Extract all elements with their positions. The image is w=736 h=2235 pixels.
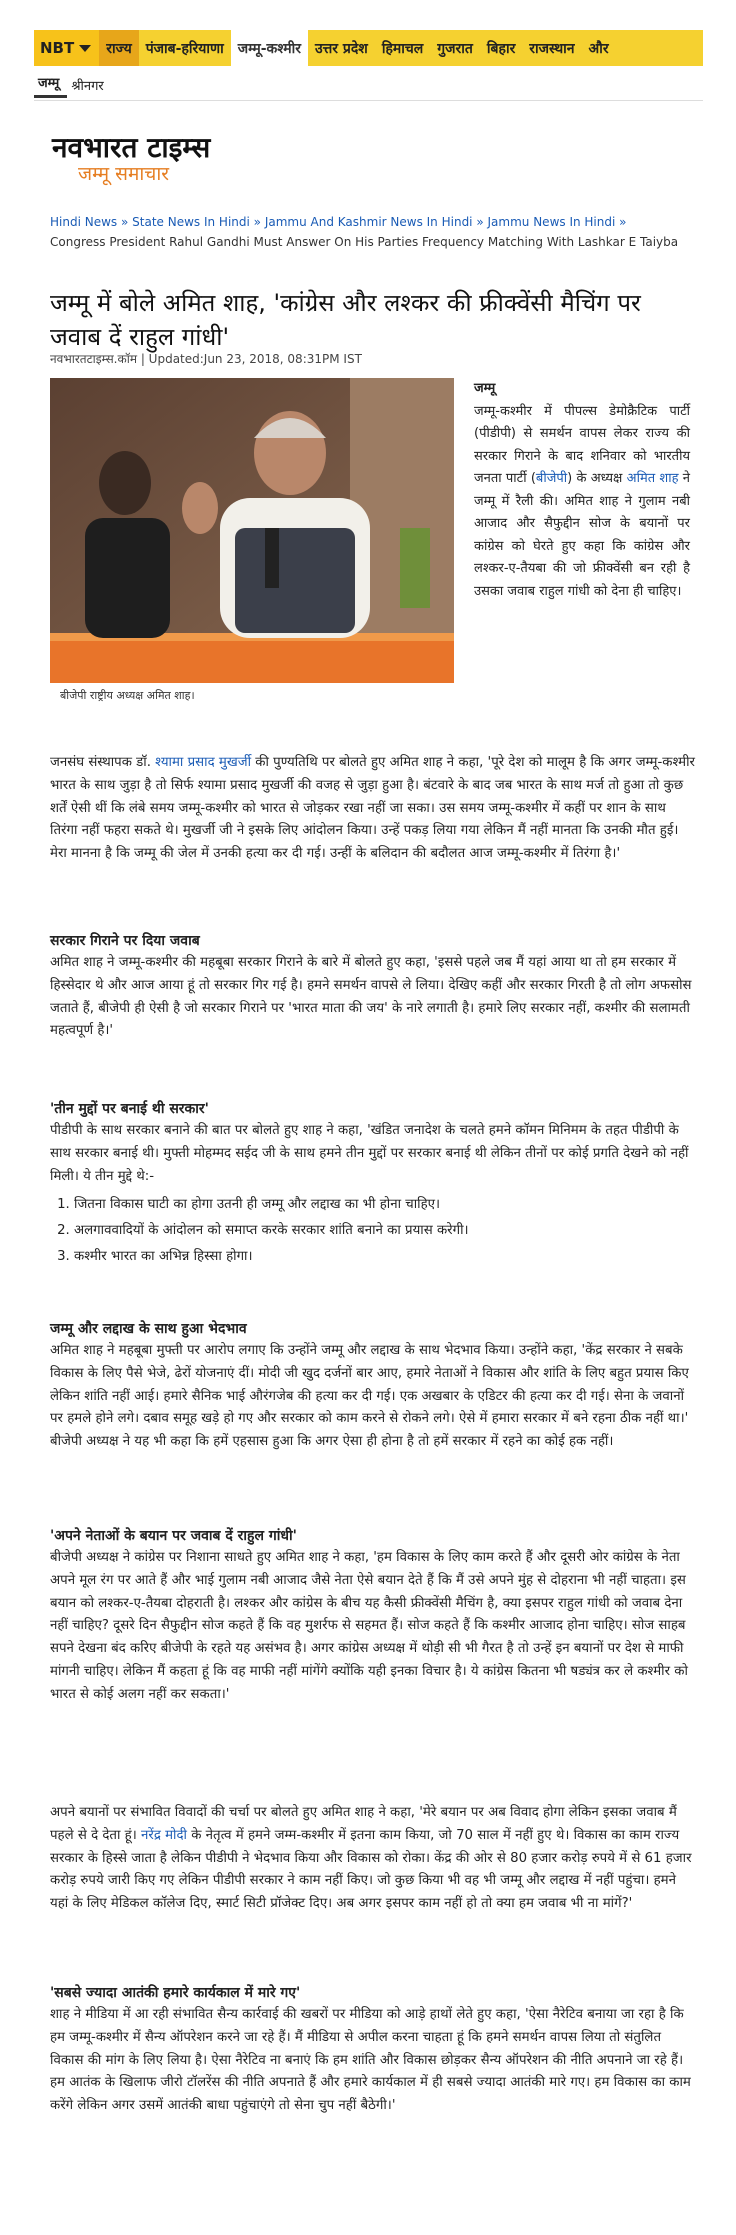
section-terrorists [50,1982,696,2118]
intro-text: ने जम्मू में रैली की। अमित शाह ने गुलाम नबी आजाद और सैफुद्दीन सोज के बयानों पर कांग्रेस को घेरते हुए कहा कि कांग्रेस और लश्कर-ए-तैयबा की जो फ्रीक्वेंसी बन रही है उसका जवाब राहुल गांधी को देना ही चाहिए। [474,471,690,599]
bjp-link[interactable]: बीजेपी [535,471,568,486]
nav-item-jammu-kashmir[interactable]: जम्मू-कश्मीर [231,30,308,66]
section-discrimination [50,1318,696,1454]
breadcrumb [50,212,700,252]
divider [34,100,703,101]
top-nav [34,30,703,66]
paragraph-controversy [50,1802,696,1916]
paragraph-text: अमित शाह ने जम्मू-कश्मीर की महबूबा सरकार गिराने के बारे में बोलते हुए कहा, 'इससे पहले जब मैं यहां आया था तो हम सरकार में हिस्सेदार थे और आज आया हूं तो सरकार गिर गई है। हमने समर्थन वापसे ले लिया। देखिए कहीं और सरकार गिरती है तो लोग अफसोस जताते हैं, बीजेपी ही ऐसी है जो सरकार गिराने पर 'भारत माता की जय' के नारे लगाती है। हमारे लिए सरकार नहीं, कश्मीर की सलामती महत्वपूर्ण है।' [50,955,692,1039]
nav-item-more[interactable]: और [588,40,609,57]
paragraph-text: अमित शाह ने महबूबा मुफ्ती पर आरोप लगाए कि उन्होंने जम्मू और लद्दाख के साथ भेदभाव किया। उन्होंने कहा, 'केंद्र सरकार ने सबके विकास के लिए पैसे भेजे, ढेरों योजनाएं दीं। मोदी जी खुद दर्जनों बार आए, हमारे नेताओं ने विकास और शांति के लिए बहुत प्रयास किए लेकिन शांति नहीं आई। हमारे सैनिक भाई औरंगजेब की हत्या कर दी गई। एक अखबार के एडिटर की हत्या कर दी गई। सेना के जवानों पर हमले होने लगे। दबाव समूह खड़े हो गए और सरकार को काम करने से रोकने लगे। ऐसे में हमारा सरकार में बने रहना ठीक नहीं था।' बीजेपी अध्यक्ष ने यह भी कहा कि हमें एहसास हुआ कि अगर ऐसा ही होना है तो हमें सरकार में रहने का कोई हक नहीं। [50,1343,689,1450]
paragraph-text: अपने बयानों पर संभावित विवादों की चर्चा पर बोलते हुए अमित शाह ने कहा, 'मेरे बयान पर अब विवाद होगा लेकिन इसका जवाब मैं पहले से दे देता हूं। [50,1805,677,1843]
breadcrumb-link[interactable]: State News In Hindi » [132,215,261,229]
nav-item-punjab-haryana[interactable]: पंजाब-हरियाणा [145,40,224,57]
section-heading: सरकार गिराने पर दिया जवाब [50,933,200,949]
paragraph-text: जनसंघ संस्थापक डॉ. [50,755,156,770]
intro-text: ) के अध्यक्ष [567,471,627,486]
site-logo[interactable]: नवभारत टाइम्स [52,131,211,164]
nav-item-rajasthan[interactable]: राजस्थान [529,40,575,57]
section-rahul-answer [50,1525,696,1707]
amit-shah-link[interactable]: अमित शाह [626,471,679,486]
section-govt-fall [50,930,696,1043]
paragraph-text: के नेतृत्व में हमने जम्म-कश्मीर में इतना काम किया, जो 70 साल में नहीं हुए थे। विकास का काम राज्य सरकार के हिस्से जाता है लेकिन पीडीपी ने भेदभाव किया और विकास को रोका। केंद्र की ओर से 80 हजार करोड़ रुपये में से 61 हजार करोड़ रुपये जारी किए गए लेकिन पीडीपी सरकार ने काम नहीं किए। जो कुछ किया भी वह भी जम्मू और लद्दाख में नहीं पहुंचा। हमने यहां के लिए मेडिकल कॉलेज दिए, स्मार्ट सिटी प्रॉजेक्ट दिए। अब अगर इसपर काम नहीं हो तो क्या हम जवाब भी ना मांगें?' [50,1827,692,1912]
nbt-label: NBT [40,39,75,57]
nbt-menu-button[interactable] [34,30,99,66]
section-heading: 'तीन मुद्दों पर बनाई थी सरकार' [50,1101,209,1117]
article-photo[interactable] [50,378,454,683]
photo-illustration [50,378,454,683]
article-intro [474,378,690,603]
list-item: 2. अलगाववादियों के आंदोलन को समाप्त करके सरकार शांति बनाने का प्रयास करेगी। [74,1218,696,1244]
breadcrumb-current: Congress President Rahul Gandhi Must Answer On His Parties Frequency Matching With Lashkar E Taiyba [50,235,679,249]
breadcrumb-link[interactable]: Hindi News » [50,215,129,229]
paragraph-1 [50,752,696,866]
narendra-modi-link[interactable]: नरेंद्र मोदी [141,1827,188,1843]
paragraph-text: की पुण्यतिथि पर बोलते हुए अमित शाह ने कहा, 'पूरे देश को मालूम है कि अगर जम्मू-कश्मीर भारत के साथ जुड़ा है तो सिर्फ श्यामा प्रसाद मुखर्जी की वजह से जुड़ा हुआ है। बंटवारे के बाद जब भारत के साथ मर्ज तो हुआ तो कुछ शर्तें ऐसी थीं कि लंबे समय जम्मू-कश्मीर को भारत से जोड़कर रखा नहीं जा सका। उस समय जम्मू-कश्मीर में कहीं पर शान के साथ तिरंगा नहीं फहरा सकते थे। मुखर्जी जी ने इसके लिए आंदोलन किया। उन्हें पकड़ लिया गया लेकिन मैं नहीं मानता कि उनकी मौत हुई। मेरा मानना है कि जम्मू की जेल में उनकी हत्या कर दी गई। उन्हीं के बलिदान की बदौलत आज जम्मू-कश्मीर में तिरंगा है।' [50,755,695,862]
article-headline: जम्मू में बोले अमित शाह, 'कांग्रेस और लश्कर की फ्रीक्वेंसी मैचिंग पर जवाब दें राहुल गांधी' [50,289,641,352]
subnav-item-srinagar[interactable]: श्रीनगर [71,79,104,94]
nav-item-gujarat[interactable]: गुजरात [437,40,473,57]
list-item: 3. कश्मीर भारत का अभिन्न हिस्सा होगा। [74,1244,696,1270]
article-meta: नवभारतटाइम्स.कॉम | Updated:Jun 23, 2018, 08:31PM IST [50,352,362,366]
section-three-issues [50,1098,696,1270]
dateline: जम्मू [474,381,496,396]
photo-caption: बीजेपी राष्ट्रीय अध्यक्ष अमित शाह। [60,689,195,702]
intro-text: जम्मू-कश्मीर में पीपल्स डेमोक्रैटिक पार्टी (पीडीपी) से समर्थन वापस लेकर राज्य की सरकार गिराने के बाद शनिवार को भारतीय जनता पार्टी ( [474,403,690,486]
paragraph-text: पीडीपी के साथ सरकार बनाने की बात पर बोलते हुए शाह ने कहा, 'खंडित जनादेश के चलते हमने कॉमन मिनिमम के तहत पीडीपी के साथ सरकार बनाई थी। मुफ्ती मोहम्मद सईद जी के साथ हमने तीन मुद्दों पर सरकार बनाई थी लेकिन तीनों पर कोई प्रगति देखने को नहीं मिली। ये तीन मुद्दे थे:- [50,1123,689,1184]
chevron-down-icon [79,45,91,52]
shyama-prasad-mukherjee-link[interactable]: श्यामा प्रसाद मुखर्जी [155,755,252,770]
issues-list [50,1192,696,1270]
nav-item-himachal[interactable]: हिमाचल [381,40,424,57]
section-title[interactable]: जम्मू समाचार [78,163,170,185]
breadcrumb-link[interactable]: Jammu News In Hindi » [487,215,627,229]
nav-item-uttar-pradesh[interactable]: उत्तर प्रदेश [314,40,368,57]
sub-nav [34,70,112,100]
breadcrumb-link[interactable]: Jammu And Kashmir News In Hindi » [264,215,484,229]
nav-item-bihar[interactable]: बिहार [486,40,516,57]
section-heading: 'सबसे ज्यादा आतंकी हमारे कार्यकाल में मारे गए' [50,1985,301,2001]
section-heading: जम्मू और लद्दाख के साथ हुआ भेदभाव [50,1321,247,1337]
nav-item-rajya[interactable]: राज्य [99,30,138,66]
list-item: 1. जितना विकास घाटी का होगा उतनी ही जम्मू और लद्दाख का भी होना चाहिए। [74,1192,696,1218]
paragraph-text: शाह ने मीडिया में आ रही संभावित सैन्य कार्रवाई की खबरों पर मीडिया को आड़े हाथों लेते हुए कहा, 'ऐसा नैरेटिव बनाया जा रहा है कि हम जम्मू-कश्मीर में सैन्य ऑपरेशन करने जा रहे हैं। मैं मीडिया से अपील करना चाहता हूं कि हमने समर्थन वापस लिया तो संतुलित विकास की मांग के लिए लिया है। ऐसा नैरेटिव ना बनाएं कि हम शांति और विकास छोड़कर सैन्य ऑपरेशन की नीति अपनाने जा रहे हैं। हम आतंक के खिलाफ जीरो टॉलरेंस की नीति अपनाते हैं और हमारे कार्यकाल में ही सबसे ज्यादा आतंकी मारे गए। हम विकास का काम करेंगे लेकिन अगर उसमें आतंकी बाधा पहुंचाएंगे तो सेना चुप नहीं बैठेगी।' [50,2007,691,2114]
subnav-item-jammu[interactable]: जम्मू [34,73,67,98]
section-heading: 'अपने नेताओं के बयान पर जवाब दें राहुल गांधी' [50,1528,297,1544]
paragraph-text: बीजेपी अध्यक्ष ने कांग्रेस पर निशाना साधते हुए अमित शाह ने कहा, 'हम विकास के लिए काम करते हैं और दूसरी ओर कांग्रेस के नेता अपने मूल रंग पर आते हैं और भाई गुलाम नबी आजाद जैसे नेता ऐसे बयान देते हैं कि मैं उसे अपने मुंह से दोहराना भी नहीं चाहता। इस बयान को लश्कर-ए-तैयबा दोहराती है। लश्कर और कांग्रेस के बीच यह कैसी फ्रीक्वेंसी मैचिंग है, क्या इसपर राहुल गांधी को जवाब देना नहीं चाहिए? दूसरे दिन सैफुद्दीन सोज कहते हैं कि वह मुशर्रफ से सहमत हैं। सोज कहते हैं कि कश्मीर आजाद होना चाहिए। सोज साहब सपने देखना बंद करिए बीजेपी के रहते यह असंभव है। अगर कांग्रेस अध्यक्ष में थोड़ी सी भी गैरत है तो उन्हें इन बयानों पर देश से माफी मांगनी चाहिए। लेकिन मैं कहता हूं कि वह माफी नहीं मांगेंगे क्योंकि यही इनका विचार है। ये कांग्रेस कितना भी षड्यंत्र कर ले कश्मीर को भारत से कोई अलग नहीं कर सकता।' [50,1550,688,1702]
